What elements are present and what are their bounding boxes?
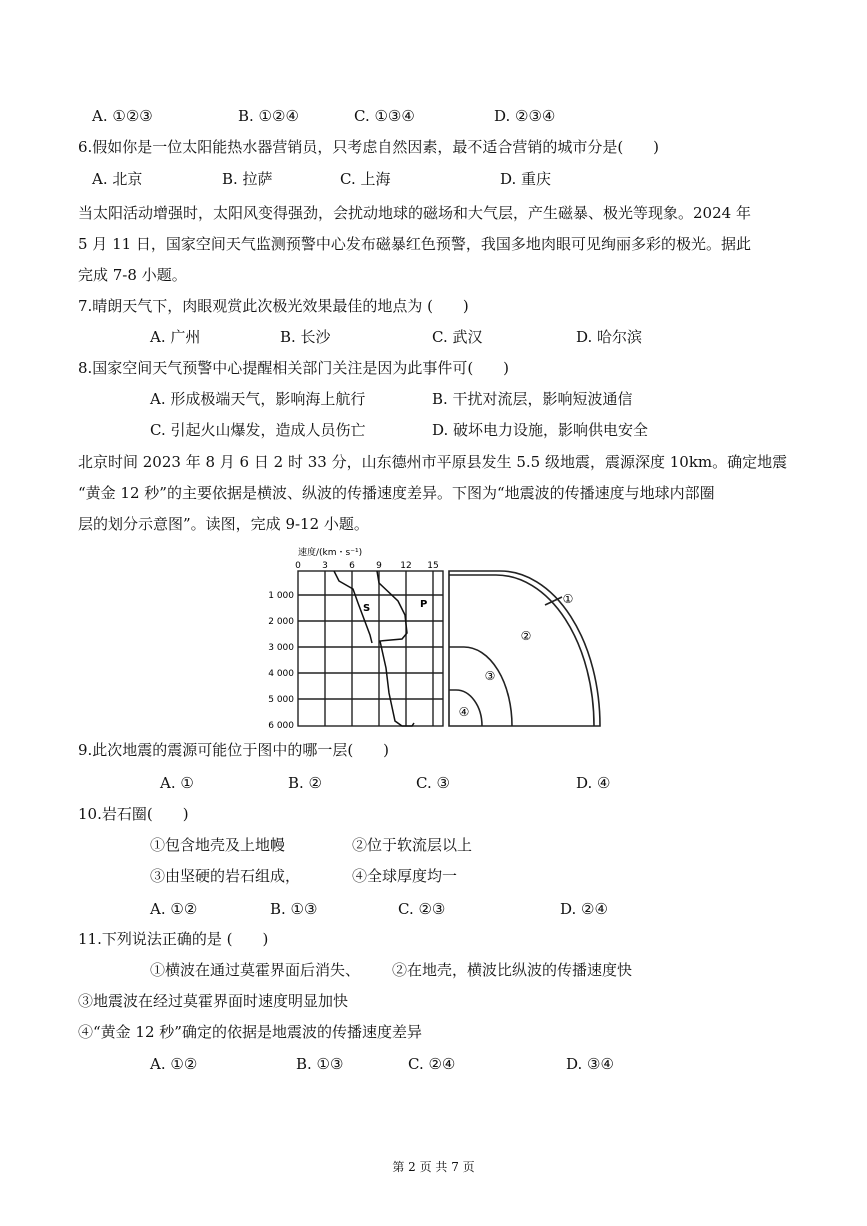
passage1-line2: 5 月 11 日，国家空间天气监测预警中心发布磁暴红色预警，我国多地肉眼可见绚丽多彩的极光。据此 — [78, 235, 751, 253]
q5-option-b: B. ①②④ — [238, 107, 299, 125]
passage1-line1: 当太阳活动增强时，太阳风变得强劲，会扰动地球的磁场和大气层，产生磁暴、极光等现象。2024 年 — [78, 204, 751, 222]
depth-tick: 4 000 — [268, 669, 294, 679]
q6-options — [92, 169, 551, 189]
depth-tick: 6 000 — [268, 721, 294, 731]
page-footer: 第 2 页 共 7 页 — [392, 1160, 475, 1174]
q6-option-d: D. 重庆 — [500, 170, 552, 188]
q10-item-2: ②位于软流层以上 — [352, 836, 473, 854]
q11-item-1: ①横波在通过莫霍界面后消失、 — [150, 961, 361, 979]
q11-stem: 11.下列说法正确的是 ( ) — [78, 930, 269, 948]
speed-tick: 0 — [295, 561, 301, 571]
depth-tick: 2 000 — [268, 617, 294, 627]
q6-option-a: A. 北京 — [92, 170, 143, 188]
q6-stem: 6.假如你是一位太阳能热水器营销员，只考虑自然因素，最不适合营销的城市分是( ) — [78, 138, 660, 156]
q7-option-c: C. 武汉 — [432, 328, 483, 346]
passage2-line2: “黄金 12 秒”的主要依据是横波、纵波的传播速度差异。下图为“地震波的传播速度与地球内部圈 — [78, 484, 715, 502]
grid — [298, 571, 443, 726]
depth-tick: 5 000 — [268, 695, 294, 705]
speed-tick: 6 — [349, 561, 355, 571]
q11-item-4: ④“黄金 12 秒”确定的依据是地震波的传播速度差异 — [78, 1023, 422, 1041]
passage2-line3: 层的划分示意图”。读图，完成 9-12 小题。 — [78, 515, 369, 533]
q9-stem: 9.此次地震的震源可能位于图中的哪一层( ) — [78, 741, 390, 759]
q10-item-1: ①包含地壳及上地幔 — [150, 836, 286, 854]
q7-option-b: B. 长沙 — [280, 328, 331, 346]
q8-option-b: B. 干扰对流层，影响短波通信 — [432, 390, 633, 408]
q5-option-c: C. ①③④ — [354, 107, 415, 125]
q7-option-d: D. 哈尔滨 — [576, 328, 643, 346]
q11-item-3: ③地震波在经过莫霍界面时速度明显加快 — [78, 992, 349, 1010]
q10-option-b: B. ①③ — [270, 900, 318, 918]
q11-items-row1 — [150, 960, 632, 980]
depth-tick: 1 000 — [268, 591, 294, 601]
speed-axis-title: 速度/(km・s⁻¹) — [298, 548, 363, 558]
q9-option-a: A. ① — [160, 774, 194, 792]
speed-tick: 15 — [427, 561, 439, 571]
q9-option-c: C. ③ — [416, 774, 450, 792]
q10-stem: 10.岩石圈( ) — [78, 805, 189, 823]
q8-stem: 8.国家空间天气预警中心提醒相关部门关注是因为此事件可( ) — [78, 359, 510, 377]
speed-tick: 9 — [376, 561, 382, 571]
q5-options — [92, 106, 555, 126]
q11-option-d: D. ③④ — [566, 1055, 614, 1073]
passage2-line1: 北京时间 2023 年 8 月 6 日 2 时 33 分，山东德州市平原县发生 5.5 级地震，震源深度 10km。确定地震 — [78, 453, 788, 471]
q9-option-d: D. ④ — [576, 774, 611, 792]
q11-option-a: A. ①② — [150, 1055, 198, 1073]
q10-item-4: ④全球厚度均一 — [352, 867, 458, 885]
p-wave-curve — [377, 571, 414, 726]
speed-tick: 3 — [322, 561, 328, 571]
speed-tick: 12 — [400, 561, 412, 571]
q9-option-b: B. ② — [288, 774, 323, 792]
layer-4-label: ④ — [458, 705, 470, 719]
q10-items-row1 — [150, 835, 472, 855]
depth-tick: 3 000 — [268, 643, 294, 653]
q5-option-d: D. ②③④ — [494, 107, 556, 125]
layer-1-label: ① — [562, 592, 574, 606]
q9-options — [160, 773, 610, 793]
p-wave-label: P — [420, 599, 428, 610]
q10-option-d: D. ②④ — [560, 900, 608, 918]
q10-options — [150, 899, 608, 919]
s-wave-label: S — [363, 603, 371, 614]
q11-item-2: ②在地壳，横波比纵波的传播速度快 — [392, 961, 633, 979]
q8-options-row2 — [150, 420, 648, 440]
q10-option-a: A. ①② — [150, 900, 198, 918]
q6-option-b: B. 拉萨 — [222, 170, 273, 188]
earth-layers-diagram — [449, 571, 600, 726]
q11-option-b: B. ①③ — [296, 1055, 344, 1073]
q5-option-a: A. ①②③ — [92, 107, 153, 125]
q10-option-c: C. ②③ — [398, 900, 446, 918]
q8-option-d: D. 破坏电力设施，影响供电安全 — [432, 421, 649, 439]
seismic-wave-figure — [262, 543, 607, 731]
q7-options — [150, 327, 642, 347]
q6-option-c: C. 上海 — [340, 170, 391, 188]
q8-option-a: A. 形成极端天气，影响海上航行 — [150, 390, 366, 408]
q10-items-row2 — [150, 866, 457, 886]
q8-options-row1 — [150, 389, 633, 409]
layer-2-label: ② — [520, 629, 532, 643]
q8-option-c: C. 引起火山爆发，造成人员伤亡 — [150, 421, 366, 439]
q7-stem: 7.晴朗天气下，肉眼观赏此次极光效果最佳的地点为 ( ) — [78, 297, 469, 315]
q7-option-a: A. 广州 — [150, 328, 201, 346]
passage1-line3: 完成 7-8 小题。 — [78, 266, 187, 284]
q11-options — [150, 1054, 614, 1074]
q11-option-c: C. ②④ — [408, 1055, 456, 1073]
layer-3-label: ③ — [484, 669, 496, 683]
q10-item-3: ③由坚硬的岩石组成， — [150, 867, 301, 885]
